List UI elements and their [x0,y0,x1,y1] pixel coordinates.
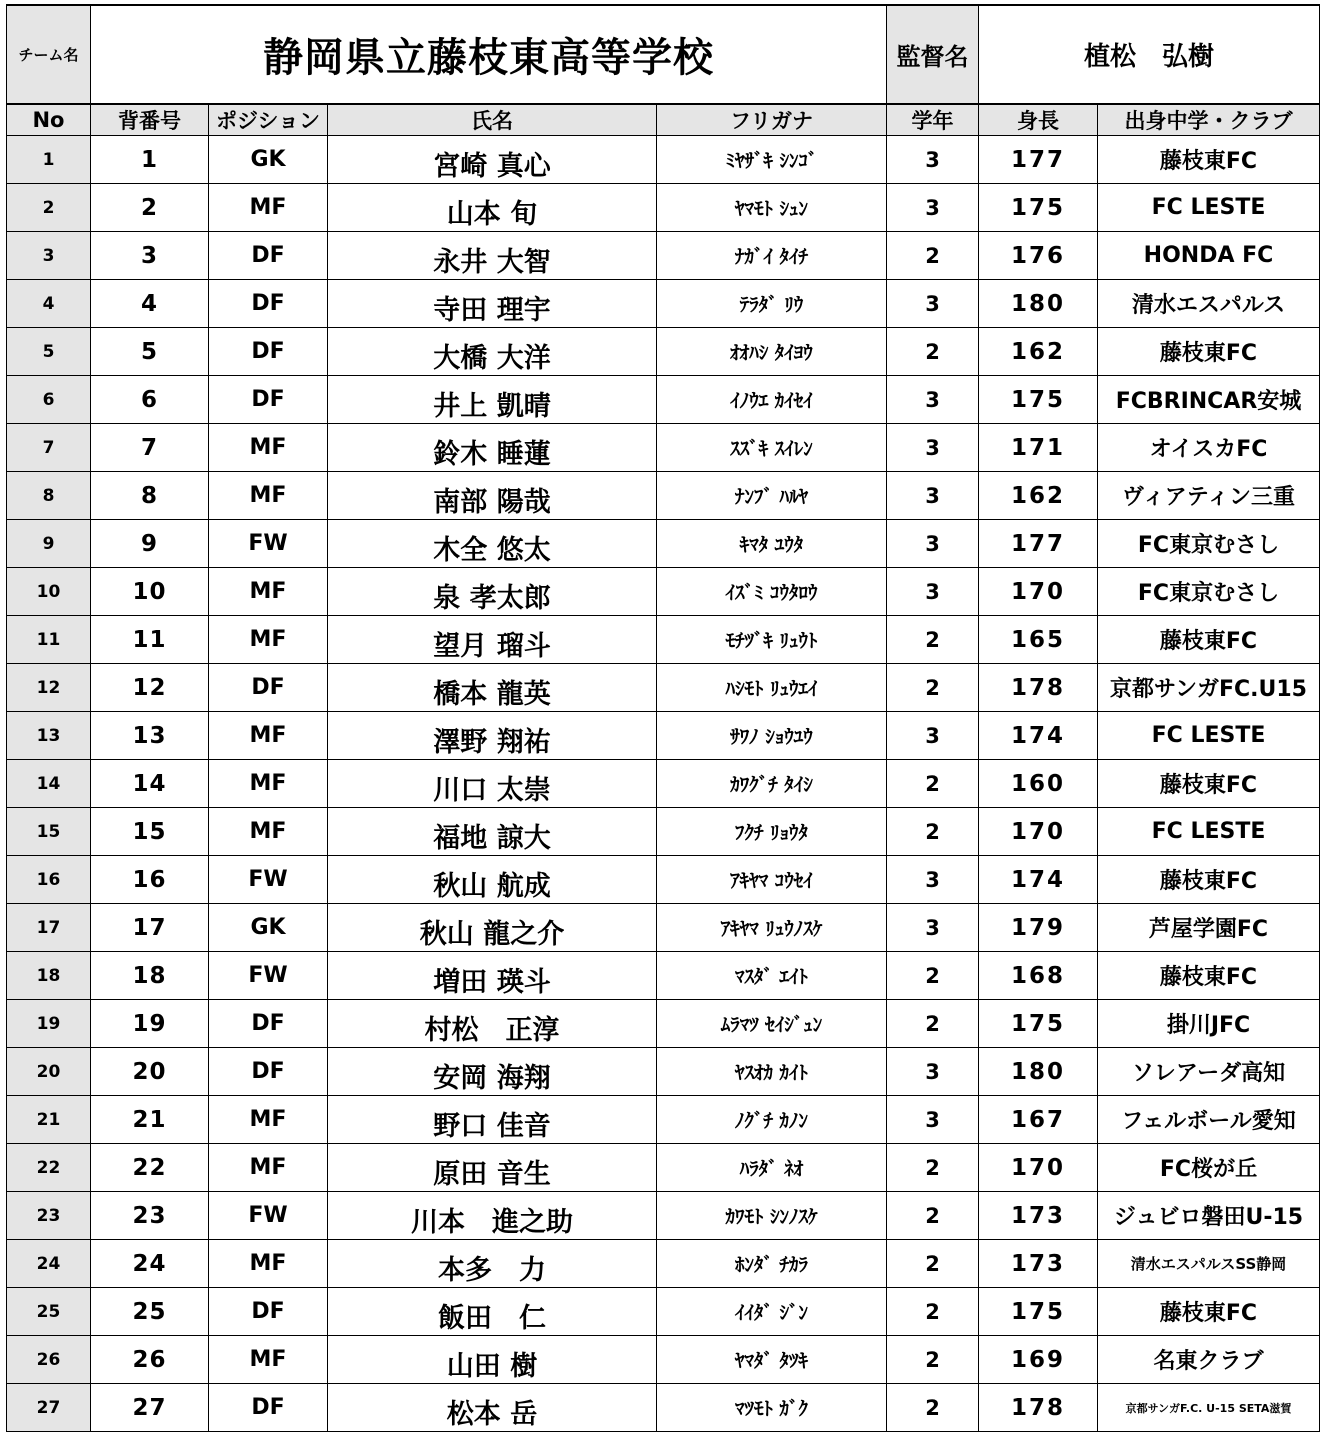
column-header-no: No [7,104,91,136]
player-number: 11 [91,616,209,664]
player-club: 藤枝東FC [1098,328,1320,376]
player-name: 永井 大智 [328,232,657,280]
player-no: 2 [7,184,91,232]
player-position: MF [209,568,328,616]
column-header-row [7,104,1320,136]
player-position: FW [209,952,328,1000]
player-year: 2 [887,760,979,808]
player-position: MF [209,1240,328,1288]
player-position: MF [209,1144,328,1192]
player-name: 秋山 龍之介 [328,904,657,952]
player-height: 180 [979,1048,1098,1096]
player-number: 14 [91,760,209,808]
player-position: DF [209,1000,328,1048]
coach-name: 植松 弘樹 [979,5,1320,104]
player-year: 3 [887,424,979,472]
player-club: フェルボール愛知 [1098,1096,1320,1144]
player-kana: ﾊﾗﾀﾞ ﾈｵ [657,1144,887,1192]
player-height: 176 [979,232,1098,280]
roster-table [6,4,1320,1432]
player-height: 160 [979,760,1098,808]
player-number: 15 [91,808,209,856]
player-name: 福地 諒大 [328,808,657,856]
player-no: 13 [7,712,91,760]
player-kana: ﾌｸﾁ ﾘｮｳﾀ [657,808,887,856]
table-row [7,520,1320,568]
player-number: 20 [91,1048,209,1096]
player-kana: ﾑﾗﾏﾂ ｾｲｼﾞｭﾝ [657,1000,887,1048]
player-year: 2 [887,1144,979,1192]
column-header-name: 氏名 [328,104,657,136]
player-height: 177 [979,520,1098,568]
player-no: 8 [7,472,91,520]
player-name: 澤野 翔祐 [328,712,657,760]
player-no: 23 [7,1192,91,1240]
player-kana: ﾔﾏﾀﾞ ﾀﾂｷ [657,1336,887,1384]
player-no: 21 [7,1096,91,1144]
player-name: 飯田 仁 [328,1288,657,1336]
player-kana: ﾃﾗﾀﾞ ﾘｳ [657,280,887,328]
player-club: 藤枝東FC [1098,1288,1320,1336]
player-number: 18 [91,952,209,1000]
player-club: ヴィアティン三重 [1098,472,1320,520]
player-height: 174 [979,856,1098,904]
player-position: DF [209,1288,328,1336]
table-row [7,1048,1320,1096]
player-club: ジュビロ磐田U-15 [1098,1192,1320,1240]
table-row [7,1240,1320,1288]
player-kana: ﾓﾁﾂﾞｷ ﾘｭｳﾄ [657,616,887,664]
table-row [7,952,1320,1000]
player-club: FC桜が丘 [1098,1144,1320,1192]
player-no: 10 [7,568,91,616]
player-year: 3 [887,1096,979,1144]
player-position: DF [209,664,328,712]
player-name: 安岡 海翔 [328,1048,657,1096]
player-position: DF [209,376,328,424]
player-year: 2 [887,232,979,280]
player-number: 1 [91,136,209,184]
player-number: 26 [91,1336,209,1384]
table-row [7,232,1320,280]
player-number: 27 [91,1384,209,1432]
player-number: 16 [91,856,209,904]
player-club: FC東京むさし [1098,520,1320,568]
player-no: 6 [7,376,91,424]
player-kana: ｱｷﾔﾏ ｺｳｾｲ [657,856,887,904]
player-number: 9 [91,520,209,568]
column-header-kana: フリガナ [657,104,887,136]
player-position: MF [209,424,328,472]
player-kana: ﾐﾔｻﾞｷ ｼﾝｺﾞ [657,136,887,184]
player-year: 2 [887,616,979,664]
player-year: 2 [887,1000,979,1048]
player-no: 7 [7,424,91,472]
table-row [7,760,1320,808]
player-year: 3 [887,520,979,568]
player-name: 木全 悠太 [328,520,657,568]
table-row [7,280,1320,328]
player-number: 12 [91,664,209,712]
player-number: 22 [91,1144,209,1192]
player-year: 3 [887,904,979,952]
player-position: MF [209,616,328,664]
player-kana: ｵｵﾊｼ ﾀｲﾖｳ [657,328,887,376]
player-name: 大橋 大洋 [328,328,657,376]
player-name: 山田 樹 [328,1336,657,1384]
player-name: 南部 陽哉 [328,472,657,520]
player-position: MF [209,808,328,856]
player-number: 23 [91,1192,209,1240]
player-kana: ｶﾜｸﾞﾁ ﾀｲｼ [657,760,887,808]
player-position: GK [209,904,328,952]
player-number: 17 [91,904,209,952]
player-no: 4 [7,280,91,328]
team-name: 静岡県立藤枝東高等学校 [91,5,887,104]
player-no: 5 [7,328,91,376]
table-row [7,328,1320,376]
player-name: 野口 佳音 [328,1096,657,1144]
player-height: 175 [979,184,1098,232]
player-name: 松本 岳 [328,1384,657,1432]
player-position: GK [209,136,328,184]
player-club: 芦屋学園FC [1098,904,1320,952]
player-number: 10 [91,568,209,616]
player-height: 175 [979,376,1098,424]
table-row [7,712,1320,760]
column-header-year: 学年 [887,104,979,136]
column-header-club: 出身中学・クラブ [1098,104,1320,136]
player-year: 3 [887,568,979,616]
player-position: MF [209,1096,328,1144]
table-row [7,1336,1320,1384]
player-year: 3 [887,712,979,760]
player-no: 24 [7,1240,91,1288]
player-height: 165 [979,616,1098,664]
column-header-position: ポジション [209,104,328,136]
player-club: 京都サンガF.C. U-15 SETA滋賀 [1098,1384,1320,1432]
player-height: 178 [979,664,1098,712]
player-name: 寺田 理宇 [328,280,657,328]
player-name: 山本 旬 [328,184,657,232]
table-row [7,568,1320,616]
player-year: 3 [887,280,979,328]
player-height: 162 [979,328,1098,376]
player-year: 2 [887,1336,979,1384]
player-kana: ｱｷﾔﾏ ﾘｭｳﾉｽｹ [657,904,887,952]
player-height: 171 [979,424,1098,472]
player-height: 174 [979,712,1098,760]
player-no: 17 [7,904,91,952]
player-kana: ﾔｽｵｶ ｶｲﾄ [657,1048,887,1096]
player-club: 藤枝東FC [1098,760,1320,808]
player-kana: ﾅｶﾞｲ ﾀｲﾁ [657,232,887,280]
player-number: 2 [91,184,209,232]
player-number: 6 [91,376,209,424]
player-no: 3 [7,232,91,280]
player-year: 2 [887,1240,979,1288]
coach-label: 監督名 [887,5,979,104]
player-year: 2 [887,664,979,712]
player-kana: ｶﾜﾓﾄ ｼﾝﾉｽｹ [657,1192,887,1240]
title-row [7,5,1320,104]
player-position: DF [209,280,328,328]
table-row [7,1096,1320,1144]
player-name: 原田 音生 [328,1144,657,1192]
player-height: 175 [979,1000,1098,1048]
player-no: 11 [7,616,91,664]
player-year: 3 [887,376,979,424]
player-name: 川本 進之助 [328,1192,657,1240]
player-no: 12 [7,664,91,712]
table-row [7,616,1320,664]
player-position: MF [209,472,328,520]
player-club: FC LESTE [1098,184,1320,232]
player-name: 鈴木 睡蓮 [328,424,657,472]
player-club: 藤枝東FC [1098,616,1320,664]
player-number: 3 [91,232,209,280]
player-no: 22 [7,1144,91,1192]
team-label: チーム名 [7,5,91,104]
player-club: 清水エスパルス [1098,280,1320,328]
table-row [7,808,1320,856]
player-height: 168 [979,952,1098,1000]
player-club: FC LESTE [1098,808,1320,856]
player-club: FC LESTE [1098,712,1320,760]
player-year: 2 [887,1288,979,1336]
player-position: DF [209,232,328,280]
player-no: 14 [7,760,91,808]
player-name: 川口 太崇 [328,760,657,808]
player-position: DF [209,1384,328,1432]
player-name: 井上 凱晴 [328,376,657,424]
player-position: MF [209,184,328,232]
player-kana: ﾏﾂﾓﾄ ｶﾞｸ [657,1384,887,1432]
table-row [7,1000,1320,1048]
player-no: 26 [7,1336,91,1384]
player-number: 21 [91,1096,209,1144]
player-kana: ﾔﾏﾓﾄ ｼｭﾝ [657,184,887,232]
player-number: 24 [91,1240,209,1288]
player-club: FC東京むさし [1098,568,1320,616]
table-row [7,1384,1320,1432]
player-year: 2 [887,1384,979,1432]
player-name: 泉 孝太郎 [328,568,657,616]
player-year: 2 [887,1192,979,1240]
player-kana: ｲﾉｳｴ ｶｲｾｲ [657,376,887,424]
player-no: 25 [7,1288,91,1336]
player-no: 15 [7,808,91,856]
player-height: 167 [979,1096,1098,1144]
table-row [7,904,1320,952]
table-row [7,424,1320,472]
table-row [7,376,1320,424]
player-height: 173 [979,1192,1098,1240]
player-kana: ﾎﾝﾀﾞ ﾁｶﾗ [657,1240,887,1288]
player-kana: ﾏｽﾀﾞ ｴｲﾄ [657,952,887,1000]
column-header-height: 身長 [979,104,1098,136]
player-number: 25 [91,1288,209,1336]
player-number: 8 [91,472,209,520]
player-height: 180 [979,280,1098,328]
player-kana: ﾊｼﾓﾄ ﾘｭｳｴｲ [657,664,887,712]
player-no: 1 [7,136,91,184]
player-name: 本多 力 [328,1240,657,1288]
player-height: 170 [979,568,1098,616]
player-kana: ｲｽﾞﾐ ｺｳﾀﾛｳ [657,568,887,616]
player-height: 178 [979,1384,1098,1432]
player-position: FW [209,1192,328,1240]
player-height: 175 [979,1288,1098,1336]
player-year: 2 [887,808,979,856]
player-no: 18 [7,952,91,1000]
player-year: 3 [887,1048,979,1096]
player-name: 秋山 航成 [328,856,657,904]
table-row [7,1192,1320,1240]
player-position: FW [209,856,328,904]
player-club: FCBRINCAR安城 [1098,376,1320,424]
player-no: 16 [7,856,91,904]
player-year: 3 [887,184,979,232]
column-header-number: 背番号 [91,104,209,136]
player-club: 京都サンガFC.U15 [1098,664,1320,712]
player-name: 増田 瑛斗 [328,952,657,1000]
player-year: 2 [887,328,979,376]
player-name: 村松 正淳 [328,1000,657,1048]
player-name: 橋本 龍英 [328,664,657,712]
player-number: 4 [91,280,209,328]
player-club: 掛川JFC [1098,1000,1320,1048]
player-number: 13 [91,712,209,760]
player-kana: ｲｲﾀﾞ ｼﾞﾝ [657,1288,887,1336]
player-kana: ﾉｸﾞﾁ ｶﾉﾝ [657,1096,887,1144]
player-height: 177 [979,136,1098,184]
player-position: DF [209,1048,328,1096]
table-row [7,664,1320,712]
player-year: 3 [887,856,979,904]
player-club: ソレアーダ高知 [1098,1048,1320,1096]
player-club: 名東クラブ [1098,1336,1320,1384]
player-club: 藤枝東FC [1098,952,1320,1000]
table-row [7,184,1320,232]
player-year: 3 [887,136,979,184]
player-no: 19 [7,1000,91,1048]
player-number: 19 [91,1000,209,1048]
player-height: 170 [979,808,1098,856]
player-position: MF [209,760,328,808]
player-club: 藤枝東FC [1098,136,1320,184]
table-row [7,1144,1320,1192]
player-position: MF [209,712,328,760]
player-no: 9 [7,520,91,568]
player-kana: ｷﾏﾀ ﾕｳﾀ [657,520,887,568]
table-row [7,472,1320,520]
player-name: 望月 瑠斗 [328,616,657,664]
player-kana: ｽｽﾞｷ ｽｲﾚﾝ [657,424,887,472]
player-position: FW [209,520,328,568]
player-height: 173 [979,1240,1098,1288]
table-row [7,136,1320,184]
player-kana: ﾅﾝﾌﾞ ﾊﾙﾔ [657,472,887,520]
table-row [7,856,1320,904]
player-number: 5 [91,328,209,376]
player-kana: ｻﾜﾉ ｼｮｳﾕｳ [657,712,887,760]
player-number: 7 [91,424,209,472]
player-height: 169 [979,1336,1098,1384]
player-year: 2 [887,952,979,1000]
player-club: 藤枝東FC [1098,856,1320,904]
table-row [7,1288,1320,1336]
player-position: MF [209,1336,328,1384]
player-club: HONDA FC [1098,232,1320,280]
player-height: 170 [979,1144,1098,1192]
player-no: 20 [7,1048,91,1096]
player-position: DF [209,328,328,376]
player-club: オイスカFC [1098,424,1320,472]
player-year: 3 [887,472,979,520]
player-no: 27 [7,1384,91,1432]
player-club: 清水エスパルスSS静岡 [1098,1240,1320,1288]
player-height: 179 [979,904,1098,952]
player-name: 宮崎 真心 [328,136,657,184]
player-height: 162 [979,472,1098,520]
